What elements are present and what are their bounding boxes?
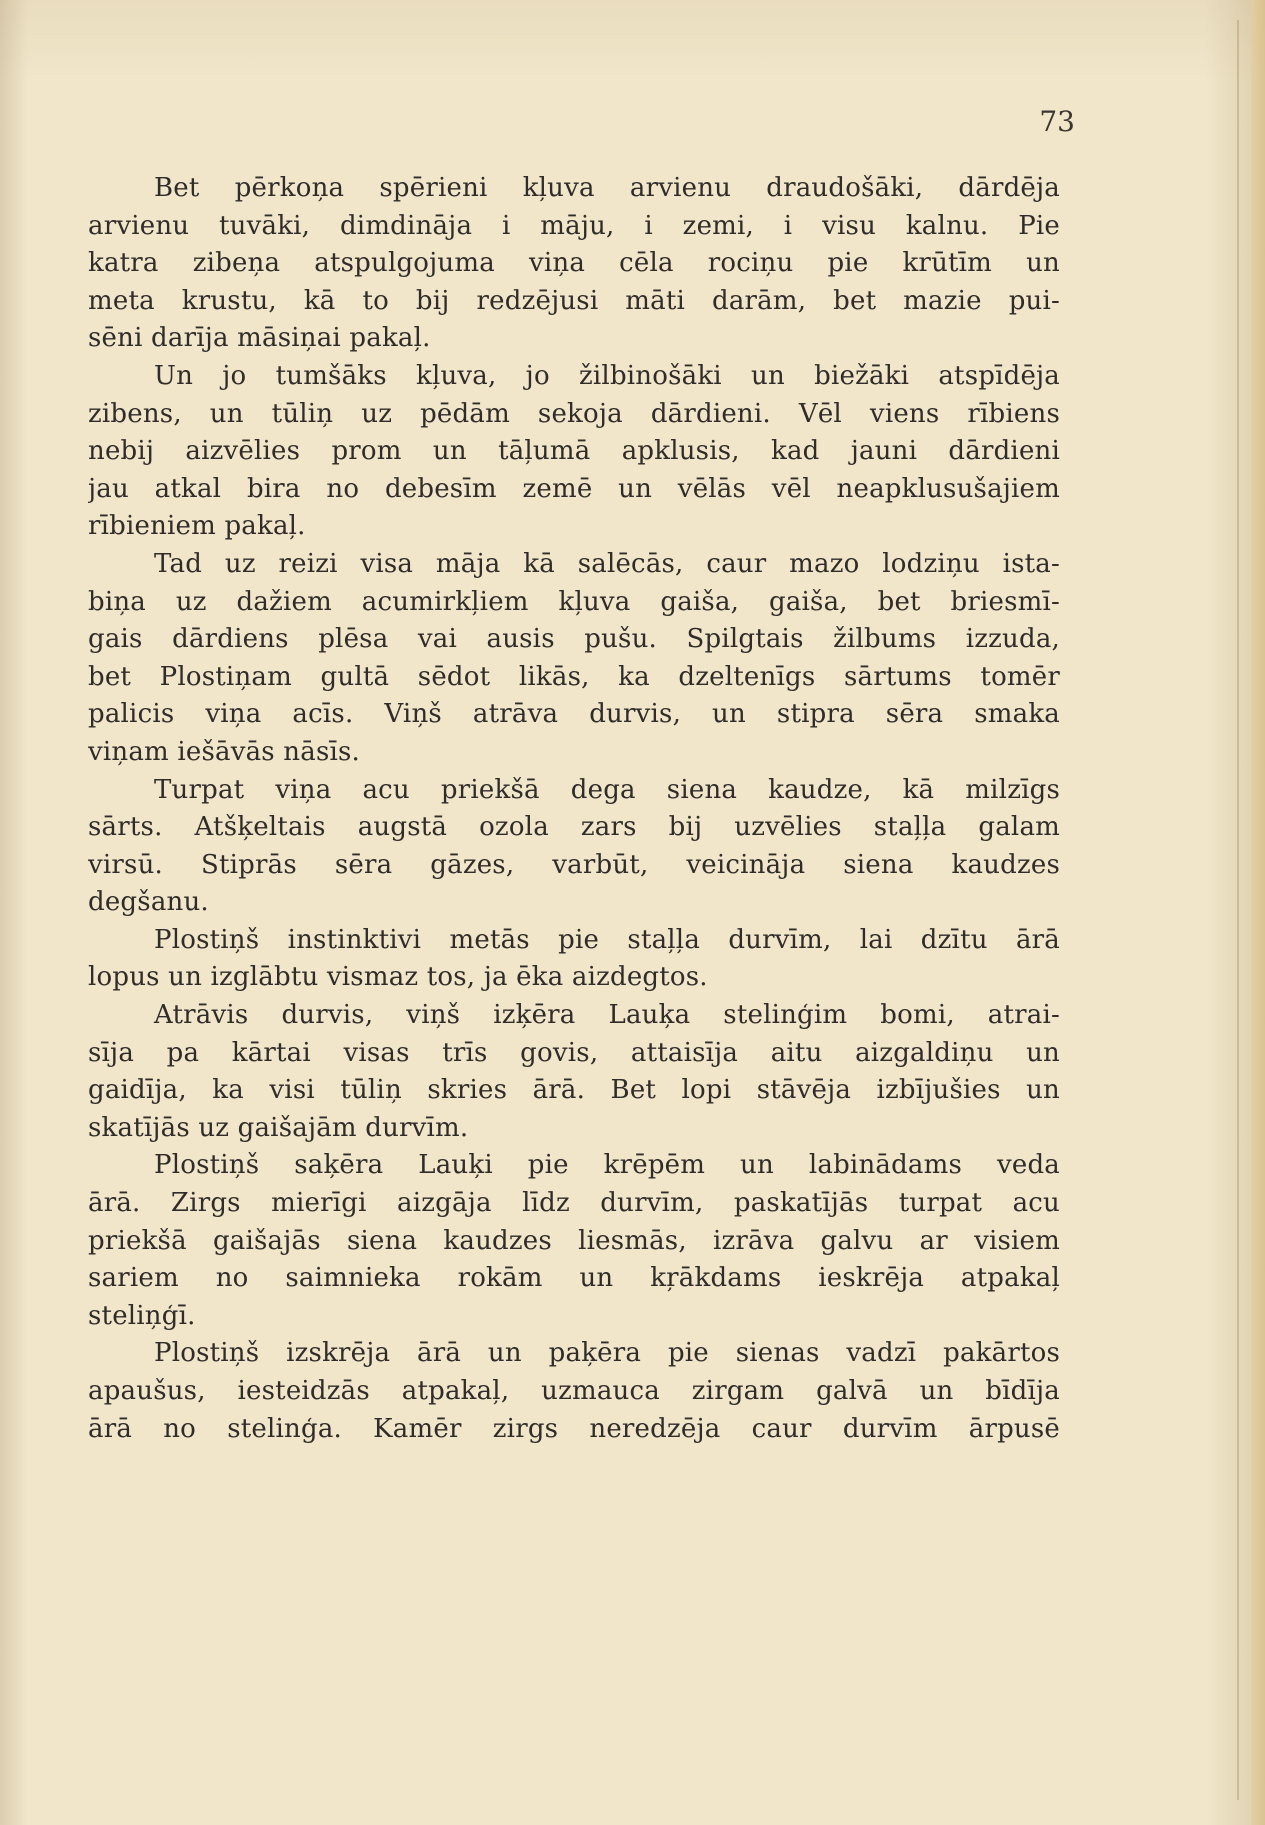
text-line: steliņģī. [88,1300,196,1331]
text-line: degšanu. [88,887,209,918]
paragraph [88,358,1060,546]
text-line: rībieniem pakaļ. [88,511,306,542]
text-line: skatījās uz gaišajām durvīm. [88,1112,469,1143]
text-line: ārā no stelinģa. Kamēr zirgs neredzēja caur durvīm ārpusē [88,1413,1060,1444]
page-fold [1237,20,1239,1800]
text-line: Un jo tumšāks kļuva, jo žilbinošāki un biežāki atspīdēja [154,360,1060,391]
text-line: arvienu tuvāki, dimdināja i māju, i zemi, i visu kalnu. Pie [88,210,1060,241]
text-line: sariem no saimnieka rokām un kŗākdams ieskrēja atpakaļ [88,1263,1060,1294]
paragraph [88,546,1060,772]
text-line: bet Plostiņam gultā sēdot likās, ka dzeltenīgs sārtums tomēr [88,661,1060,692]
paragraph [88,1147,1060,1335]
text-line: Tad uz reizi visa māja kā salēcās, caur mazo lodziņu ista- [154,548,1060,579]
text-line: jau atkal bira no debesīm zemē un vēlās vēl neapklusušajiem [88,473,1060,504]
paragraph [88,772,1060,922]
text-line: Bet pērkoņa spērieni kļuva arvienu draudošāki, dārdēja [154,173,1060,203]
text-line: ārā. Zirgs mierīgi aizgāja līdz durvīm, paskatījās turpat acu [88,1188,1060,1219]
text-line: biņa uz dažiem acumirkļiem kļuva gaiša, gaiša, bet briesmī- [88,586,1060,617]
text-line: virsū. Stiprās sēra gāzes, varbūt, veicināja siena kaudzes [88,849,1060,880]
text-line: Turpat viņa acu priekšā dega siena kaudze, kā milzīgs [154,774,1060,805]
paragraph [88,1335,1060,1448]
text-line: palicis viņa acīs. Viņš atrāva durvis, un stipra sēra smaka [88,699,1060,730]
text-line: gais dārdiens plēsa vai ausis pušu. Spilgtais žilbums izzuda, [88,624,1060,655]
text-line: sēni darīja māsiņai pakaļ. [88,323,431,354]
text-line: apaušus, iesteidzās atpakaļ, uzmauca zirgam galvā un bīdīja [88,1376,1060,1406]
paragraph [88,922,1060,997]
paragraph [88,997,1060,1147]
text-line: lopus un izglābtu vismaz tos, ja ēka aizdegtos. [88,962,708,993]
text-line: sīja pa kārtai visas trīs govis, attaisīja aitu aizgaldiņu un [88,1037,1060,1068]
page-number: 73 [1039,105,1075,138]
text-line: Plostiņš saķēra Lauķi pie krēpēm un labinādams veda [154,1150,1060,1181]
text-line: priekšā gaišajās siena kaudzes liesmās, izrāva galvu ar visiem [88,1225,1060,1256]
page-edge [1251,0,1265,1825]
paragraph [88,170,1060,358]
text-line: Plostiņš instinktivi metās pie staļļa durvīm, lai dzītu ārā [154,924,1060,955]
text-line: gaidīja, ka visi tūliņ skries ārā. Bet lopi stāvēja izbījušies un [88,1075,1060,1106]
text-line: nebij aizvēlies prom un tāļumā apklusis, kad jauni dārdieni [88,436,1060,467]
text-line: katra zibeņa atspulgojuma viņa cēla rociņu pie krūtīm un [88,248,1060,279]
text-line: zibens, un tūliņ uz pēdām sekoja dārdieni. Vēl viens rībiens [88,398,1060,429]
text-line: Plostiņš izskrēja ārā un paķēra pie sienas vadzī pakārtos [154,1338,1060,1369]
text-line: sārts. Atšķeltais augstā ozola zars bij uzvēlies staļļa galam [88,812,1060,843]
text-line: meta krustu, kā to bij redzējusi māti darām, bet mazie pui- [88,285,1060,316]
body-text [88,170,1060,1448]
text-line: viņam iešāvās nāsīs. [88,736,361,767]
text-line: Atrāvis durvis, viņš izķēra Lauķa stelinģim bomi, atrai- [154,1000,1060,1031]
